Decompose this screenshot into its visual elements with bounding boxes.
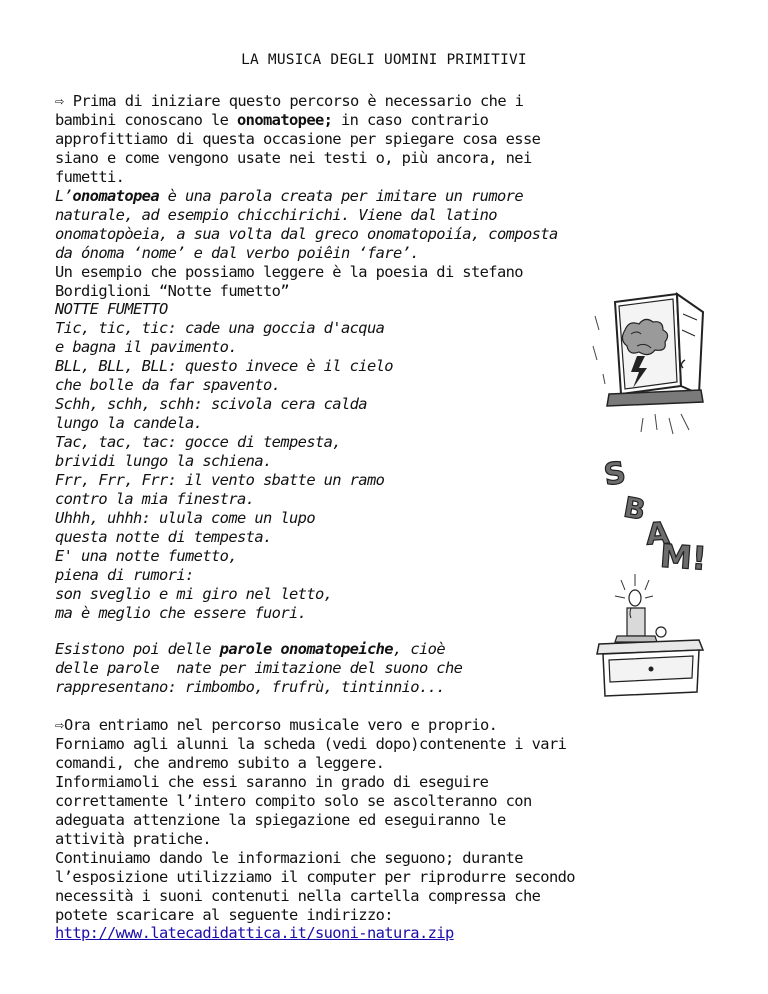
course-line-10: necessità i suoni contenuti nella cartella compressa che [55, 887, 541, 905]
download-link[interactable]: http://www.latecadidattica.it/suoni-natura.zip [55, 924, 454, 942]
page-title: LA MUSICA DEGLI UOMINI PRIMITIVI [241, 52, 527, 68]
definition-line-2: naturale, ad esempio chicchirichi. Viene dal latino [55, 206, 497, 224]
poem-title: NOTTE FUMETTO [55, 300, 168, 318]
definition-line-1 [55, 187, 523, 205]
term-onomatopee: onomatopee; [237, 111, 333, 129]
onomatopeic-text-1a: Esistono poi delle [55, 640, 220, 658]
definition-text-1a: L’ [55, 187, 73, 205]
term-parole-onomatopeiche: parole onomatopeiche [219, 640, 393, 658]
sbam-letter: M! [658, 536, 708, 578]
poem-line: e bagna il pavimento. [55, 338, 237, 356]
poem-line: che bolle da far spavento. [55, 376, 281, 394]
poem-line: lungo la candela. [55, 414, 203, 432]
course-line-8: Continuiamo dando le informazioni che seguono; durante [55, 849, 523, 867]
onomatopeic-line-2: delle parole nate per imitazione del suono che [55, 659, 463, 677]
course-line-5: correttamente l’intero compito solo se ascolteranno con [55, 792, 532, 810]
poem-line: questa notte di tempesta. [55, 528, 272, 546]
arrow-right-icon: ⇨ [55, 716, 65, 734]
poem-line: Frr, Frr, Frr: il vento sbatte un ramo [55, 471, 385, 489]
sbam-letter: B [621, 490, 648, 527]
sbam-sound-effect [600, 455, 720, 585]
poem-line: brividi lungo la schiena. [55, 452, 272, 470]
sbam-letter: A [644, 516, 671, 553]
course-line-11: potete scaricare al seguente indirizzo: [55, 906, 393, 924]
intro-text-1: Prima di iniziare questo percorso è necessario che i [72, 92, 524, 110]
storm-window-illustration [585, 290, 705, 450]
course-text-1: Ora entriamo nel percorso musicale vero e proprio. [64, 716, 498, 734]
onomatopeic-text-1c: , cioè [392, 640, 445, 658]
course-line-4: Informiamoli che essi saranno in grado di eseguire [55, 773, 489, 791]
course-line-9: l’esposizione utilizziamo il computer per riprodurre secondo [55, 868, 575, 886]
course-line-6: adeguata attenzione la spiegazione ed eseguiranno le [55, 811, 506, 829]
intro-line-3: approfittiamo di questa occasione per spiegare cosa esse [55, 130, 541, 148]
intro-line-1 [55, 92, 523, 110]
poem-line: Uhhh, uhhh: ulula come un lupo [55, 509, 315, 527]
onomatopeic-line-1 [55, 640, 445, 658]
poem-line: BLL, BLL, BLL: questo invece è il cielo [55, 357, 393, 375]
sbam-letter: S [601, 455, 629, 494]
intro-text-2c: in caso contrario [332, 111, 489, 129]
definition-text-1c: è una parola creata per imitare un rumore [159, 187, 523, 205]
example-line-2: Bordiglioni “Notte fumetto” [55, 282, 289, 300]
poem-line: Tic, tic, tic: cade una goccia d'acqua [55, 319, 385, 337]
example-line-1: Un esempio che possiamo leggere è la poesia di stefano [55, 263, 523, 281]
intro-text-2a: bambini conoscano le [55, 111, 237, 129]
definition-line-4: da ónoma ‘nome’ e dal verbo poiêin ‘fare’. [55, 244, 419, 262]
candle-nightstand-illustration [595, 570, 707, 700]
intro-line-5: fumetti. [55, 168, 125, 186]
poem-line: Schh, schh, schh: scivola cera calda [55, 395, 367, 413]
course-line-7: attività pratiche. [55, 830, 211, 848]
poem-line: contro la mia finestra. [55, 490, 255, 508]
intro-line-4: siano e come vengono usate nei testi o, più ancora, nei [55, 149, 532, 167]
course-line-3: comandi, che andremo subito a leggere. [55, 754, 385, 772]
poem-line: E' una notte fumetto, [55, 547, 237, 565]
onomatopeic-line-3: rappresentano: rimbombo, frufrù, tintinnio... [55, 678, 445, 696]
poem-line: ma è meglio che essere fuori. [55, 604, 307, 622]
intro-line-2 [55, 111, 488, 129]
course-line-2: Forniamo agli alunni la scheda (vedi dopo)contenente i vari [55, 735, 567, 753]
poem-line: Tac, tac, tac: gocce di tempesta, [55, 433, 341, 451]
poem-line: piena di rumori: [55, 566, 194, 584]
term-onomatopea: onomatopea [72, 187, 160, 205]
definition-line-3: onomatopòeia, a sua volta dal greco onomatopoiía, composta [55, 225, 558, 243]
arrow-right-icon: ⇨ [55, 92, 65, 110]
poem-line: son sveglio e mi giro nel letto, [55, 585, 333, 603]
course-line-1 [55, 716, 497, 734]
